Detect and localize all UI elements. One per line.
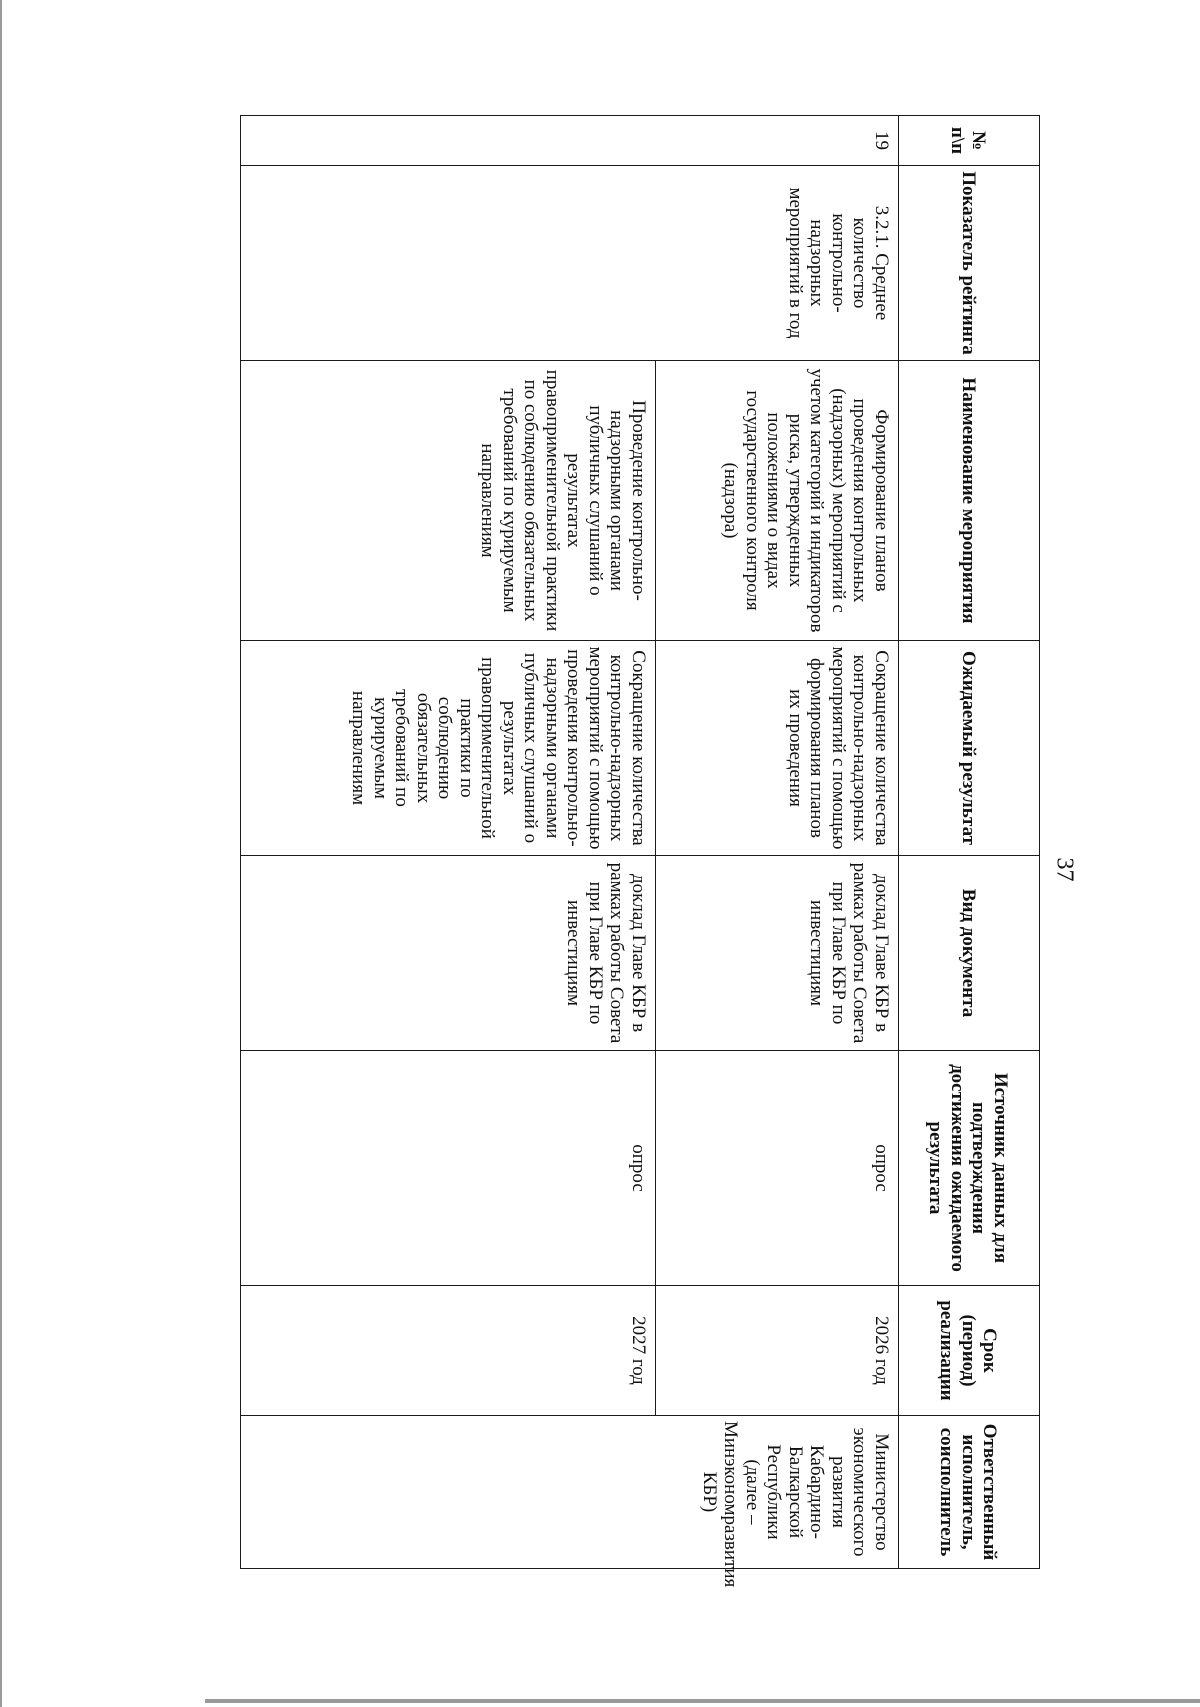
- term-2: 2027 год: [241, 1286, 656, 1416]
- data-source-2: опрос: [241, 1051, 656, 1286]
- expected-result-2: Сокращение количества контрольно-надзорных мероприятий с помощью проведения контрольно-надзорными органами публичных слушаний о результатах правоприменительной практики по соблюдению обязательных требований по курируемым направлениям: [241, 641, 656, 856]
- measures-table: [240, 115, 1040, 1588]
- scan-left-edge: [0, 0, 2, 1707]
- header-data-source: Источник данных для подтверждения достижения ожидаемого результата: [899, 1051, 1040, 1286]
- measure-name-1: Формирование планов проведения контрольных (надзорных) мероприятий с учетом категорий и индикаторов риска, утвержденных положениями о видах государственного контроля (надзора): [655, 361, 898, 641]
- header-responsible: Ответственный исполнитель, соисполнитель: [899, 1416, 1040, 1569]
- responsible-cell: Министерство экономического развития Кабардино-Балкарской Республики (далее – Минэкономразвития КБР): [241, 1416, 899, 1569]
- header-measure-name: Наименование мероприятия: [899, 361, 1040, 641]
- header-document-type: Вид документа: [899, 856, 1040, 1051]
- data-source-1: опрос: [655, 1051, 898, 1286]
- measure-name-2: Проведение контрольно-надзорными органами публичных слушаний о результатах правоприменительной практики по соблюдению обязательных требований по курируемым направлениям: [241, 361, 656, 641]
- header-number: № п\п: [899, 116, 1040, 166]
- document-type-2: доклад Главе КБР в рамках работы Совета при Главе КБР по инвестициям: [241, 856, 656, 1051]
- table-row: [655, 116, 898, 1569]
- page-number: 37: [1051, 857, 1078, 882]
- table-header-row: [899, 116, 1040, 1569]
- header-expected-result: Ожидаемый результат: [899, 641, 1040, 856]
- term-1: 2026 год: [655, 1286, 898, 1416]
- header-indicator: Показатель рейтинга: [899, 166, 1040, 361]
- document-type-1: доклад Главе КБР в рамках работы Совета при Главе КБР по инвестициям: [655, 856, 898, 1051]
- rotated-page-content: [240, 115, 1040, 1588]
- scan-bottom-edge: [205, 1699, 1200, 1703]
- expected-result-1: Сокращение количества контрольно-надзорных мероприятий с помощью формирования планов их проведения: [655, 641, 898, 856]
- header-term: Срок (период) реализации: [899, 1286, 1040, 1416]
- indicator-cell: 3.2.1. Среднее количество контрольно-надзорных мероприятий в год: [241, 166, 899, 361]
- row-number: 19: [241, 116, 899, 166]
